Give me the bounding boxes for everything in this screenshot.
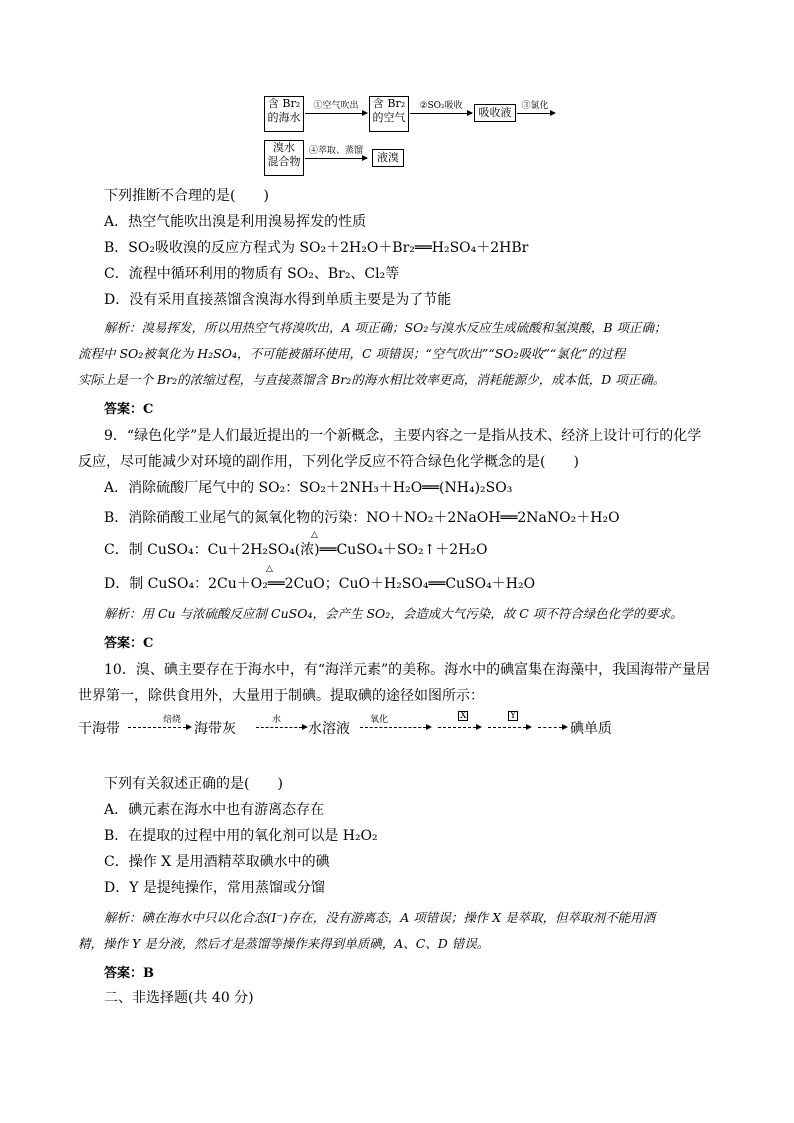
q8-option-b: B．SO₂吸收溴的反应方程式为 SO₂＋2H₂O＋Br₂══H₂SO₄＋2HBr [104, 240, 529, 256]
flow-box-seawater [264, 96, 304, 132]
flow-step-3: ③氯化 [521, 101, 549, 111]
q8-stem: 下列推断不合理的是( ) [104, 188, 269, 204]
q8-explanation-line1: 解析：溴易挥发，所以用热空气将溴吹出，A 项正确；SO₂与溴水反应生成硫酸和氢溴酸，B 项正确； [104, 320, 667, 335]
flow2-arrowhead [426, 724, 432, 730]
flow-box-absorb [474, 104, 516, 122]
q9-option-a: A．消除硫酸厂尾气中的 SO₂：SO₂＋2NH₃＋H₂O══(NH₄)₂SO₃ [104, 480, 513, 496]
flow-box-text: 的空气 [372, 111, 406, 124]
q9-explanation: 解析：用 Cu 与浓硫酸反应制 CuSO₄，会产生 SO₂，会造成大气污染，故 C 项不符合绿色化学的要求。 [104, 606, 683, 621]
flow2-label-oxidize: 氧化 [370, 715, 389, 725]
q10-option-d: D．Y 是提纯操作，常用蒸馏或分馏 [104, 880, 325, 896]
q10-option-c: C．操作 X 是用酒精萃取碘水中的碘 [104, 854, 330, 870]
flow-box-text: 吸收液 [478, 106, 512, 119]
section-heading: 二、非选择题(共 40 分) [104, 990, 254, 1006]
q9-option-d: D．制 CuSO₄：2Cu＋O₂══2CuO；CuO＋H₂SO₄══CuSO₄＋H₂O [104, 576, 536, 592]
flow2-label-roast: 焙烧 [163, 715, 182, 725]
q10-stem-line2: 世界第一，除供食用外，大量用于制碘。提取碘的途径如图所示： [78, 688, 484, 704]
flow-box-text: 溴水 [273, 141, 295, 154]
flow2-node-dry-kelp: 干海带 [78, 721, 120, 737]
q8-option-a: A．热空气能吹出溴是利用溴易挥发的性质 [104, 214, 367, 230]
flow-arrow-1 [305, 113, 367, 114]
flow-box-air [369, 96, 409, 132]
flow2-arrow-4 [438, 727, 476, 728]
q9-stem-line1: 9．“绿色化学”是人们最近提出的一个新概念，主要内容之一是指从技术、经济上设计可行的化学 [104, 428, 702, 444]
flow2-arrowhead [562, 724, 568, 730]
q8-option-d: D．没有采用直接蒸馏含溴海水得到单质主要是为了节能 [104, 292, 452, 308]
flow-box-text: 含 Br₂ [267, 97, 301, 110]
q8-option-c: C．流程中循环利用的物质有 SO₂、Br₂、Cl₂等 [104, 266, 400, 282]
flow2-node-solution: 水溶液 [308, 721, 350, 737]
q10-option-b: B．在提取的过程中用的氧化剂可以是 H₂O₂ [104, 828, 378, 844]
q9-option-c-condition: △ [311, 530, 318, 540]
flow-arrow-4 [305, 158, 367, 159]
q10-explanation-line2: 精，操作 Y 是分液，然后才是蒸馏等操作来得到单质碘，A、C、D 错误。 [78, 936, 490, 951]
q9-answer: 答案：C [104, 636, 154, 651]
flow2-node-kelp-ash: 海带灰 [194, 721, 236, 737]
flow2-arrow-5 [488, 727, 526, 728]
q10-explanation-line1: 解析：碘在海水中只以化合态(I⁻)存在，没有游离态，A 项错误；操作 X 是萃取，但萃取剂不能用酒 [104, 910, 656, 925]
flow-arrow-2 [410, 113, 472, 114]
flow2-arrowhead [526, 724, 532, 730]
flow-box-mixture [264, 140, 304, 176]
q8-answer: 答案：C [104, 402, 154, 417]
q10-option-a: A．碘元素在海水中也有游离态存在 [104, 802, 325, 818]
q9-stem-line2: 反应，尽可能减少对环境的副作用，下列化学反应不符合绿色化学概念的是( ) [78, 454, 579, 470]
flow2-arrowhead [186, 724, 192, 730]
flow-box-liquid-bromine [372, 149, 404, 167]
flow2-arrowhead [476, 724, 482, 730]
q9-option-c: C．制 CuSO₄：Cu＋2H₂SO₄(浓)══CuSO₄＋SO₂↑＋2H₂O [104, 542, 488, 558]
flow2-label-y: Y [510, 711, 516, 721]
q9-option-d-condition: △ [266, 564, 273, 574]
flow-step-2: ②SO₂吸收 [419, 101, 463, 111]
q8-explanation-line2: 流程中 SO₂被氧化为 H₂SO₄，不可能被循环使用，C 项错误；“空气吹出”“SO₂吸收”“氯化”的过程 [78, 346, 626, 361]
flow2-label-water: 水 [272, 715, 282, 725]
flow-box-text: 混合物 [267, 155, 301, 168]
flow2-arrow-6 [538, 727, 562, 728]
flow-box-text: 的海水 [267, 111, 301, 124]
flow-arrow-3 [517, 113, 551, 114]
q8-explanation-line3: 实际上是一个 Br₂的浓缩过程，与直接蒸馏含 Br₂的海水相比效率更高，消耗能源少，成本低，D 项正确。 [78, 372, 666, 387]
q10-stem-line1: 10．溴、碘主要存在于海水中，有“海洋元素”的美称。海水中的碘富集在海藻中，我国海带产量居 [104, 662, 711, 678]
flow-step-4: ④萃取、蒸馏 [308, 146, 363, 156]
q10-answer: 答案：B [104, 966, 154, 981]
flow2-node-iodine: 碘单质 [570, 721, 612, 737]
q9-option-b: B．消除硝酸工业尾气的氮氧化物的污染：NO＋NO₂＋2NaOH══2NaNO₂＋H₂O [104, 510, 620, 526]
q10-stem-line3: 下列有关叙述正确的是( ) [104, 776, 283, 792]
flow2-label-x: X [460, 711, 467, 721]
flow2-arrow-2 [256, 727, 302, 728]
flow2-arrow-3 [360, 727, 426, 728]
flow-box-text: 含 Br₂ [372, 97, 406, 110]
flow2-arrow-1 [128, 727, 186, 728]
flow-box-text: 液溴 [377, 151, 399, 164]
flow-step-1: ①空气吹出 [313, 101, 359, 111]
